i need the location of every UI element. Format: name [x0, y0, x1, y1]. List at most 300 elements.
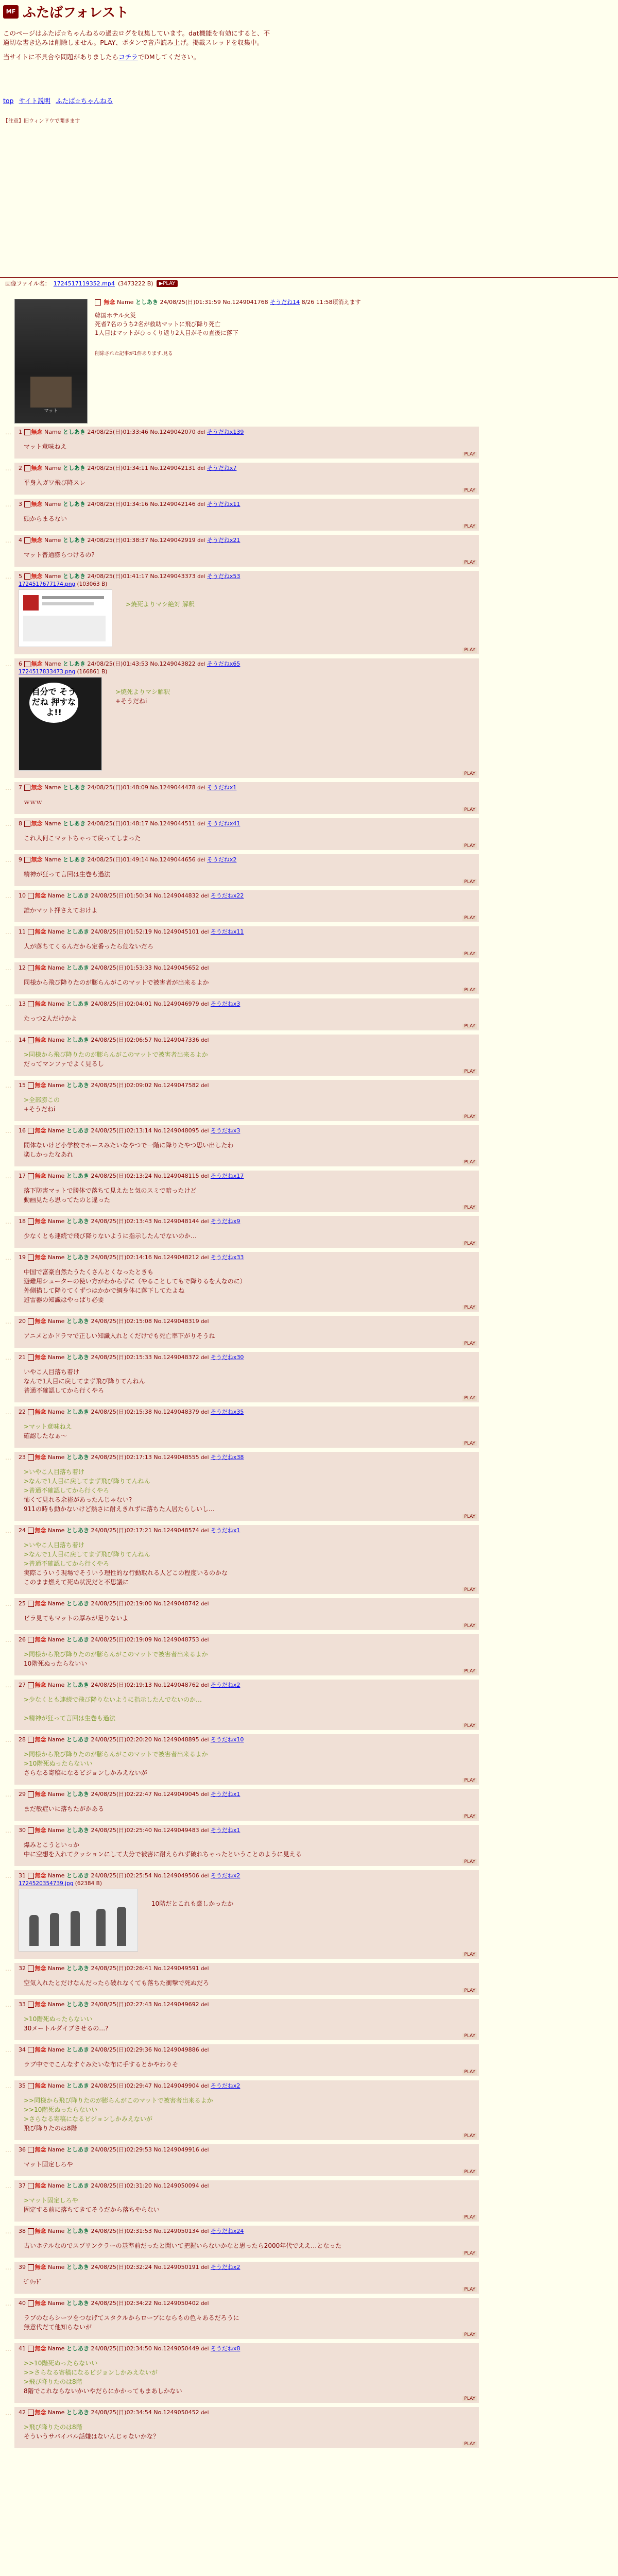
reply-name: としあき	[66, 1082, 89, 1089]
reply-del-button[interactable]: del	[201, 965, 209, 971]
reply-checkbox[interactable]	[28, 1454, 34, 1461]
reply-checkbox[interactable]	[28, 1682, 34, 1688]
reply-header: 28 無念 Name としあき 24/08/25(日)02:20:20 No.1249048895 del そうだねx10	[19, 1736, 244, 1743]
reply-subject: 無念	[31, 820, 43, 827]
reply-checkbox[interactable]	[24, 785, 30, 791]
reply-checkbox[interactable]	[28, 1827, 34, 1834]
reply-checkbox[interactable]	[28, 1965, 34, 1972]
reply-checkbox[interactable]	[28, 1737, 34, 1743]
reply-play-button[interactable]: PLAY	[462, 1396, 477, 1401]
reply-play-button[interactable]: PLAY	[462, 879, 477, 885]
reply-number: 30	[19, 1827, 26, 1834]
reply-header: 32 無念 Name としあき 24/08/25(日)02:26:41 No.1249049591 del	[19, 1965, 209, 1972]
reply-checkbox[interactable]	[28, 1318, 34, 1325]
reply-number: 21	[19, 1354, 26, 1361]
reply-checkbox[interactable]	[28, 1354, 34, 1361]
reply-line: 避雷器の知識はやっぱり必要	[24, 1296, 105, 1303]
reply-del-button[interactable]: del	[197, 430, 205, 435]
reply-sodane-button[interactable]: そうだねx1	[207, 784, 237, 791]
reply-subject: 無念	[35, 2409, 46, 2416]
reply-body	[24, 1231, 475, 1241]
reply-sodane-button[interactable]: そうだねx17	[210, 1173, 244, 1179]
reply-sodane-button[interactable]: そうだねx65	[207, 660, 241, 667]
reply-marker: …	[5, 1736, 11, 1743]
reply-checkbox[interactable]	[28, 1128, 34, 1134]
reply-line: 爆みとこうといっか	[24, 1841, 80, 1849]
reply-post	[5, 1352, 479, 1402]
reply-sodane-button[interactable]: そうだねx22	[210, 892, 244, 899]
reply-sodane-button[interactable]: そうだねx3	[210, 1127, 241, 1134]
reply-datetime: 24/08/25(日)01:53:33 No.1249045652	[91, 964, 199, 971]
reply-sodane-button[interactable]: そうだねx21	[207, 537, 241, 544]
reply-number: 2	[19, 465, 22, 471]
reply-sodane-button[interactable]: そうだねx30	[210, 1354, 244, 1361]
reply-sodane-button[interactable]: そうだねx10	[210, 1736, 244, 1743]
reply-image-row	[19, 677, 475, 771]
reply-sodane-button[interactable]: そうだねx9	[210, 1218, 241, 1225]
reply-checkbox[interactable]	[24, 661, 30, 667]
reply-subject: 無念	[35, 892, 46, 899]
reply-name: としあき	[66, 1127, 89, 1134]
reply-play-button[interactable]: PLAY	[462, 807, 477, 812]
reply-play-button[interactable]: PLAY	[462, 1341, 477, 1346]
reply-del-button[interactable]: del	[197, 466, 205, 471]
reply-del-button[interactable]: del	[201, 1083, 209, 1089]
op-checkbox[interactable]	[95, 299, 101, 306]
reply-sodane-button[interactable]: そうだねx7	[207, 465, 237, 471]
reply-datetime: 24/08/25(日)02:31:20 No.1249050094	[91, 2182, 199, 2189]
reply-sodane-button[interactable]: そうだねx2	[207, 856, 237, 863]
op-post	[0, 287, 479, 427]
reply-line: >普通不確認してから行くやろ	[24, 1560, 110, 1567]
reply-play-button[interactable]: PLAY	[462, 560, 477, 565]
reply-play-button[interactable]: PLAY	[462, 1723, 477, 1728]
reply-del-button[interactable]: del	[201, 2301, 209, 2307]
reply-box	[14, 1316, 479, 1348]
reply-post	[5, 2262, 479, 2294]
reply-box	[14, 1352, 479, 1402]
reply-del-button[interactable]: del	[201, 1601, 209, 1607]
reply-header: 14 無念 Name としあき 24/08/25(日)02:06:57 No.1249047336 del	[19, 1037, 209, 1043]
reply-play-button[interactable]: PLAY	[462, 2070, 477, 2075]
reply-checkbox[interactable]	[28, 1255, 34, 1261]
reply-body	[24, 2196, 475, 2214]
reply-del-button[interactable]: del	[197, 538, 205, 544]
reply-subject: 無念	[31, 429, 43, 435]
reply-line: 動画見たら思ってたのと違った	[24, 1196, 111, 1204]
reply-marker: …	[5, 820, 11, 827]
reply-del-button[interactable]: del	[201, 1792, 209, 1798]
reply-header: 16 無念 Name としあき 24/08/25(日)02:13:14 No.1249048095 del そうだねx3	[19, 1127, 241, 1134]
reply-play-button[interactable]: PLAY	[462, 2133, 477, 2139]
reply-checkbox[interactable]	[28, 1409, 34, 1415]
reply-number: 10	[19, 892, 26, 899]
reply-datetime: 24/08/25(日)02:25:40 No.1249049483	[91, 1827, 199, 1834]
reply-sodane-button[interactable]: そうだねx33	[210, 1254, 244, 1261]
reply-marker: …	[5, 2409, 11, 2416]
reply-image-link-line: 1724517833473.png (166861 B)	[19, 669, 108, 675]
reply-datetime: 24/08/25(日)01:48:17 No.1249044511	[87, 820, 196, 827]
reply-sodane-button[interactable]: そうだねx2	[210, 1682, 241, 1688]
reply-body	[24, 870, 475, 879]
reply-subject: 無念	[35, 1318, 46, 1325]
reply-subject: 無念	[35, 1527, 46, 1534]
reply-datetime: 24/08/25(日)02:13:24 No.1249048115	[91, 1173, 199, 1179]
nav-top-link[interactable]: top	[3, 97, 14, 105]
reply-image-thumbnail[interactable]	[19, 1889, 138, 1952]
reply-checkbox[interactable]	[24, 429, 30, 435]
reply-post	[5, 427, 479, 459]
reply-del-button[interactable]: del	[201, 1737, 209, 1743]
reply-name: としあき	[66, 1173, 89, 1179]
reply-number: 6	[19, 660, 22, 667]
reply-del-button[interactable]: del	[197, 857, 205, 863]
reply-post	[5, 1452, 479, 1521]
reply-marker: …	[5, 1872, 11, 1879]
reply-sodane-button[interactable]: そうだねx41	[207, 820, 241, 827]
reply-play-button[interactable]: PLAY	[462, 1069, 477, 1074]
reply-del-button[interactable]: del	[201, 1174, 209, 1179]
reply-header: 21 無念 Name としあき 24/08/25(日)02:15:33 No.1249048372 del そうだねx30	[19, 1354, 244, 1361]
op-name: としあき	[135, 299, 158, 306]
reply-play-button[interactable]: PLAY	[462, 2396, 477, 2401]
reply-subject: 無念	[35, 1600, 46, 1607]
reply-datetime: 24/08/25(日)02:22:47 No.1249049045	[91, 1791, 199, 1798]
op-deleted-note[interactable]: 削除された記事が1件あります.見る	[95, 351, 173, 357]
reply-datetime: 24/08/25(日)02:19:00 No.1249048742	[91, 1600, 199, 1607]
reply-sodane-button[interactable]: そうだねx2	[210, 1872, 241, 1879]
op-sodane-button[interactable]: そうだね14	[270, 299, 300, 306]
reply-del-button[interactable]: del	[201, 2147, 209, 2153]
reply-play-button[interactable]: PLAY	[462, 916, 477, 921]
reply-sodane-button[interactable]: そうだねx139	[207, 429, 244, 435]
reply-number: 17	[19, 1173, 26, 1179]
reply-line: >>さらなる寄稿になるビジョンしかみえないが	[24, 2369, 158, 2376]
reply-play-button[interactable]: PLAY	[462, 2170, 477, 2175]
reply-del-button[interactable]: del	[201, 2002, 209, 2008]
reply-marker: …	[5, 2300, 11, 2307]
reply-body	[126, 600, 195, 647]
reply-del-button[interactable]: del	[201, 1255, 209, 1261]
reply-line: 落下防害マットで勝体で落ちて見えたと気のスミで暗ったけど	[24, 1187, 197, 1194]
reply-body	[24, 1141, 475, 1159]
reply-name: としあき	[62, 820, 85, 827]
reply-line: このまま燃えて死ぬ状況だと不思議に	[24, 1579, 129, 1586]
reply-play-button[interactable]: PLAY	[462, 1305, 477, 1310]
reply-line: これ人何こマットちゃって戻ってしまった	[24, 835, 141, 842]
reply-image-link[interactable]: 1724517677174.png	[19, 581, 76, 587]
reply-name: としあき	[62, 465, 85, 471]
nav-about-link[interactable]: サイト説明	[19, 97, 51, 105]
reply-datetime: 24/08/25(日)02:17:13 No.1249048555	[91, 1454, 199, 1461]
reply-checkbox[interactable]	[24, 573, 30, 580]
reply-header: 13 無念 Name としあき 24/08/25(日)02:04:01 No.1249046979 del そうだねx3	[19, 1001, 241, 1007]
reply-line: >10階死ぬったらないい	[24, 1760, 93, 1767]
reply-datetime: 24/08/25(日)02:14:16 No.1249048212	[91, 1254, 199, 1261]
reply-del-button[interactable]: del	[201, 893, 209, 899]
reply-box	[14, 1080, 479, 1121]
reply-checkbox[interactable]	[28, 2002, 34, 2008]
reply-del-button[interactable]: del	[201, 1219, 209, 1225]
op-video-thumbnail[interactable]	[14, 299, 88, 423]
site-title[interactable]: ふたばフォレスト	[23, 5, 129, 21]
reply-play-button[interactable]: PLAY	[462, 1205, 477, 1210]
reply-play-button[interactable]: PLAY	[462, 1160, 477, 1165]
reply-checkbox[interactable]	[28, 1873, 34, 1879]
reply-play-button[interactable]: PLAY	[462, 1669, 477, 1674]
reply-checkbox[interactable]	[28, 1601, 34, 1607]
reply-checkbox[interactable]	[28, 1037, 34, 1043]
reply-datetime: 24/08/25(日)01:49:14 No.1249044656	[87, 856, 196, 863]
reply-post	[5, 1999, 479, 2040]
reply-marker: …	[5, 1965, 11, 1972]
reply-name: としあき	[66, 2082, 89, 2089]
op-file-link[interactable]: 1724517119352.mp4	[53, 280, 115, 287]
reply-datetime: 24/08/25(日)01:34:16 No.1249042146	[87, 501, 196, 507]
reply-image-thumbnail[interactable]	[19, 677, 102, 771]
reply-marker: …	[5, 2264, 11, 2271]
reply-sodane-button[interactable]: そうだねx8	[210, 2345, 241, 2352]
reply-play-button[interactable]: PLAY	[462, 2033, 477, 2039]
reply-play-button[interactable]: PLAY	[462, 1623, 477, 1629]
reply-checkbox[interactable]	[28, 1791, 34, 1798]
reply-play-button[interactable]: PLAY	[462, 452, 477, 457]
reply-del-button[interactable]: del	[201, 1873, 209, 1879]
reply-checkbox[interactable]	[28, 1082, 34, 1089]
reply-del-button[interactable]: del	[197, 821, 205, 827]
reply-image-thumbnail[interactable]	[19, 589, 112, 647]
reply-del-button[interactable]: del	[201, 1528, 209, 1534]
reply-post	[5, 499, 479, 531]
reply-play-button[interactable]: PLAY	[462, 524, 477, 529]
reply-del-button[interactable]: del	[201, 1455, 209, 1461]
reply-checkbox[interactable]	[28, 2083, 34, 2089]
reply-datetime: 24/08/25(日)02:15:38 No.1249048379	[91, 1409, 199, 1415]
reply-subject: 無念	[31, 465, 43, 471]
reply-sodane-button[interactable]: そうだねx35	[210, 1409, 244, 1415]
reply-play-button[interactable]: PLAY	[462, 2332, 477, 2337]
reply-del-button[interactable]: del	[197, 662, 205, 667]
reply-checkbox[interactable]	[28, 1173, 34, 1179]
reply-checkbox[interactable]	[28, 1528, 34, 1534]
reply-checkbox[interactable]	[28, 2147, 34, 2153]
reply-checkbox[interactable]	[24, 465, 30, 471]
reply-sodane-button[interactable]: そうだねx1	[210, 1827, 241, 1834]
reply-header: 4 無念 Name としあき 24/08/25(日)01:38:37 No.1249042919 del そうだねx21	[19, 537, 241, 544]
reply-number: 4	[19, 537, 22, 544]
reply-checkbox[interactable]	[28, 2264, 34, 2270]
reply-checkbox[interactable]	[28, 2047, 34, 2053]
reply-checkbox[interactable]	[28, 2228, 34, 2234]
reply-del-button[interactable]: del	[197, 502, 205, 507]
reply-datetime: 24/08/25(日)02:19:09 No.1249048753	[91, 1636, 199, 1643]
reply-checkbox[interactable]	[28, 965, 34, 971]
reply-checkbox[interactable]	[28, 1637, 34, 1643]
reply-checkbox[interactable]	[28, 2346, 34, 2352]
reply-line: 実際こういう現場でそういう理性的な行動取れる人どこの程度いるのかな	[24, 1569, 228, 1577]
reply-box	[14, 890, 479, 922]
reply-marker: …	[5, 537, 11, 544]
reply-header: 34 無念 Name としあき 24/08/25(日)02:29:36 No.1249049886 del	[19, 2046, 209, 2053]
reply-line: 空気入れたとだけなんだったら破れなくても落ちた衝撃で死ぬだろ	[24, 1979, 210, 1987]
reply-image-link[interactable]: 1724517833473.png	[19, 669, 76, 675]
image-block	[23, 616, 106, 641]
reply-checkbox[interactable]	[24, 537, 30, 544]
reply-datetime: 24/08/25(日)02:27:43 No.1249049692	[91, 2001, 199, 2008]
reply-subject: 無念	[35, 1682, 46, 1688]
reply-marker: …	[5, 964, 11, 972]
reply-del-button[interactable]: del	[201, 1828, 209, 1834]
reply-number: 8	[19, 820, 22, 827]
reply-play-button[interactable]: PLAY	[462, 1114, 477, 1120]
reply-image-link[interactable]: 1724520354739.jpg	[19, 1880, 74, 1887]
reply-header: 38 無念 Name としあき 24/08/25(日)02:31:53 No.1249050134 del そうだねx24	[19, 2228, 244, 2234]
reply-sodane-button[interactable]: そうだねx3	[210, 1001, 241, 1007]
reply-line: >>10階死ぬったらないい	[24, 2106, 98, 2113]
reply-play-button[interactable]: PLAY	[462, 648, 477, 653]
reply-del-button[interactable]: del	[201, 2083, 209, 2089]
reply-del-button[interactable]: del	[201, 1038, 209, 1043]
reply-number: 3	[19, 501, 22, 507]
reply-number: 13	[19, 1001, 26, 1007]
reply-checkbox[interactable]	[24, 501, 30, 507]
reply-del-button[interactable]: del	[201, 2183, 209, 2189]
reply-box	[14, 1452, 479, 1521]
reply-checkbox[interactable]	[28, 2300, 34, 2307]
reply-number: 15	[19, 1082, 26, 1089]
reply-number: 28	[19, 1736, 26, 1743]
reply-body	[24, 906, 475, 915]
reply-play-button[interactable]: PLAY	[462, 488, 477, 493]
reply-line: >マット固定しろや	[24, 2197, 78, 2204]
nav-futaba-link[interactable]: ふたば☆ちゃんねる	[56, 97, 113, 105]
reply-post	[5, 1870, 479, 1959]
reply-del-button[interactable]: del	[201, 2410, 209, 2416]
reply-play-button[interactable]: PLAY	[462, 952, 477, 957]
reply-del-button[interactable]: del	[201, 929, 209, 935]
reply-checkbox[interactable]	[28, 2183, 34, 2189]
reply-del-button[interactable]: del	[197, 574, 205, 580]
reply-sodane-button[interactable]: そうだねx2	[210, 2082, 241, 2089]
reply-body	[24, 1840, 475, 1859]
reply-sodane-button[interactable]: そうだねx53	[207, 573, 241, 580]
reply-play-button[interactable]: PLAY	[462, 2442, 477, 2447]
reply-del-button[interactable]: del	[201, 1319, 209, 1325]
reply-sodane-button[interactable]: そうだねx2	[210, 2264, 241, 2270]
reply-del-button[interactable]: del	[201, 2229, 209, 2234]
reply-play-button[interactable]: PLAY	[462, 1587, 477, 1592]
reply-line: ｗｗｗ	[24, 799, 43, 806]
reply-body	[24, 1014, 475, 1023]
reply-play-button[interactable]: PLAY	[462, 2215, 477, 2220]
reply-line: マット意味ねえ	[24, 443, 67, 450]
reply-sodane-button[interactable]: そうだねx1	[210, 1791, 241, 1798]
reply-play-button[interactable]: PLAY	[462, 1814, 477, 1819]
reply-checkbox[interactable]	[28, 1218, 34, 1225]
reply-box	[14, 658, 479, 778]
reply-body	[24, 514, 475, 523]
op-play-button[interactable]: ▶PLAY	[157, 280, 178, 287]
reply-checkbox[interactable]	[28, 929, 34, 935]
reply-marker: …	[5, 1600, 11, 1607]
reply-header: 3 無念 Name としあき 24/08/25(日)01:34:16 No.1249042146 del そうだねx11	[19, 501, 241, 507]
reply-del-button[interactable]: del	[201, 2265, 209, 2270]
reply-play-button[interactable]: PLAY	[462, 1514, 477, 1519]
reply-play-button[interactable]: PLAY	[462, 2251, 477, 2256]
reply-checkbox[interactable]	[24, 821, 30, 827]
reply-number: 34	[19, 2046, 26, 2053]
site-logo[interactable]: MF	[3, 5, 19, 19]
reply-box	[14, 1680, 479, 1730]
reply-play-button[interactable]: PLAY	[462, 1441, 477, 1446]
reply-checkbox[interactable]	[28, 893, 34, 899]
reply-play-button[interactable]: PLAY	[462, 1988, 477, 1993]
reply-play-button[interactable]: PLAY	[462, 771, 477, 776]
reply-del-button[interactable]: del	[201, 1002, 209, 1007]
reply-play-button[interactable]: PLAY	[462, 988, 477, 993]
reply-sodane-button[interactable]: そうだねx24	[210, 2228, 244, 2234]
reply-subject: 無念	[35, 1127, 46, 1134]
reply-box	[14, 1406, 479, 1448]
reply-subject: 無念	[35, 964, 46, 971]
reply-body	[24, 1978, 475, 1988]
reply-play-button[interactable]: PLAY	[462, 2287, 477, 2292]
reply-line: ビラ見てもマットの厚みが足りないよ	[24, 1615, 129, 1622]
reply-line: >さらなる寄稿になるビジョンしかみえないが	[24, 2115, 152, 2123]
reply-number: 19	[19, 1254, 26, 1261]
reply-line: ｾﾞﾘｯﾄﾞ	[24, 2278, 43, 2285]
reply-play-button[interactable]: PLAY	[462, 843, 477, 849]
reply-del-button[interactable]: del	[201, 2047, 209, 2053]
reply-number: 16	[19, 1127, 26, 1134]
reply-subject: 無念	[35, 2001, 46, 2008]
reply-play-button[interactable]: PLAY	[462, 1952, 477, 1957]
reply-play-button[interactable]: PLAY	[462, 1859, 477, 1865]
reply-del-button[interactable]: del	[201, 1410, 209, 1415]
reply-line: 古いホテルなのでスプリンクラーの基準前だったと聞いて把握いらないかなと思ったら2000年代でええ…となった	[24, 2242, 342, 2249]
reply-del-button[interactable]: del	[201, 1128, 209, 1134]
reply-del-button[interactable]: del	[201, 1637, 209, 1643]
reply-sodane-button[interactable]: そうだねx38	[210, 1454, 244, 1461]
reply-del-button[interactable]: del	[201, 1355, 209, 1361]
reply-body	[24, 978, 475, 987]
reply-header: 11 無念 Name としあき 24/08/25(日)01:52:19 No.1249045101 del そうだねx11	[19, 928, 244, 935]
reply-del-button[interactable]: del	[201, 2346, 209, 2352]
reply-line: >なんで1人目に戻してまず飛び降りてんねん	[24, 1478, 150, 1485]
reply-checkbox[interactable]	[28, 1001, 34, 1007]
reply-del-button[interactable]: del	[201, 1966, 209, 1972]
reply-number: 32	[19, 1965, 26, 1972]
reply-sodane-button[interactable]: そうだねx11	[210, 928, 244, 935]
reply-checkbox[interactable]	[28, 2410, 34, 2416]
reply-play-button[interactable]: PLAY	[462, 1024, 477, 1029]
reply-box	[14, 2044, 479, 2076]
reply-del-button[interactable]: del	[197, 785, 205, 791]
reply-box	[14, 1825, 479, 1866]
reply-play-button[interactable]: PLAY	[462, 1778, 477, 1783]
reply-line: >いやこ人目落ち着け	[24, 1541, 85, 1549]
reply-sodane-button[interactable]: そうだねx1	[210, 1527, 241, 1534]
reply-del-button[interactable]: del	[201, 1683, 209, 1688]
reply-line: マット固定しろや	[24, 2161, 73, 2168]
reply-play-button[interactable]: PLAY	[462, 1241, 477, 1246]
reply-checkbox[interactable]	[24, 857, 30, 863]
reply-sodane-button[interactable]: そうだねx11	[207, 501, 241, 507]
reply-post	[5, 1963, 479, 1995]
reply-name: としあき	[62, 501, 85, 507]
contact-link[interactable]: コチラ	[118, 53, 138, 61]
reply-number: 26	[19, 1636, 26, 1643]
